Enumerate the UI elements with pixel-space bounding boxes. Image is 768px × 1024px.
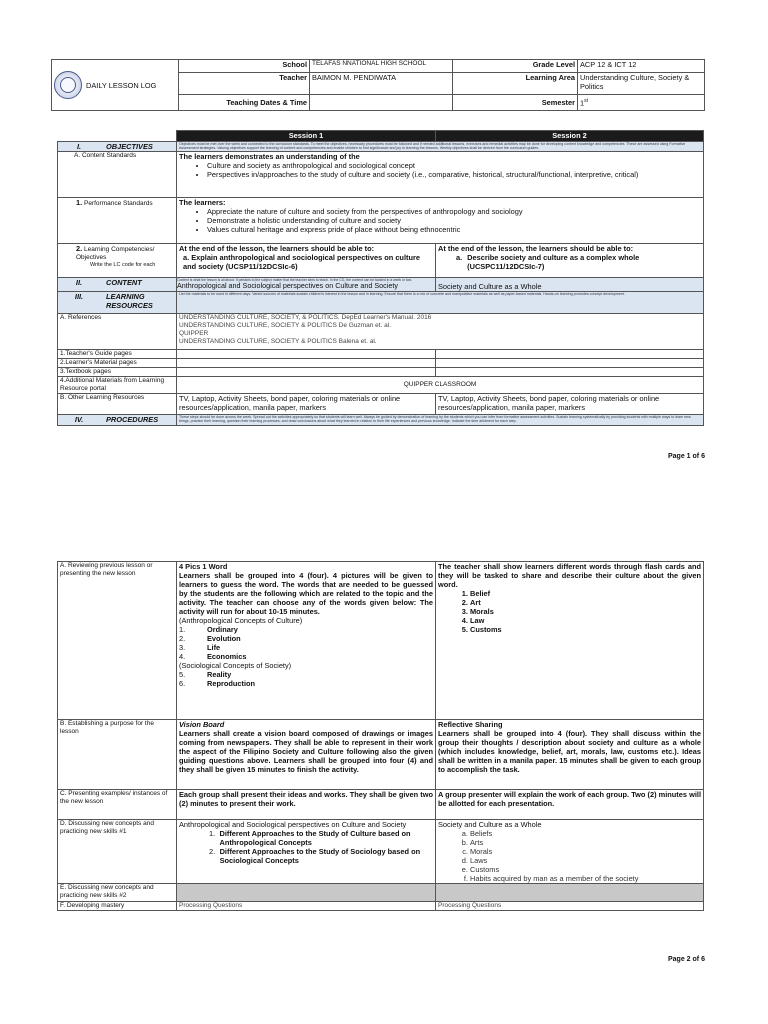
reviewing-s1	[177, 562, 436, 720]
discussing-2-s2	[436, 884, 704, 902]
content-s1	[177, 278, 436, 292]
purpose-label: B. Establishing a purpose for the lesson	[58, 720, 177, 790]
reviewing-s1-heading-2: (Sociological Concepts of Society)	[179, 661, 292, 670]
performance-item: • Demonstrate a holistic understanding of culture and society	[207, 216, 701, 225]
lesson-table	[57, 130, 704, 426]
discussing-1-s2	[436, 820, 704, 884]
competencies-label	[58, 244, 177, 278]
competencies-s1-item: a. Explain anthropological and sociological perspectives on culture and society (UCSP11/12DCSIc-6)	[183, 253, 420, 271]
competencies-s2-row	[438, 253, 701, 271]
mastery-s2: Processing Questions	[436, 902, 704, 911]
learners-material-label: 2.Learner's Material pages	[58, 359, 177, 368]
discussing-2-s1	[177, 884, 436, 902]
grade-level-value: ACP 12 & ICT 12	[578, 60, 705, 73]
additional-materials-value: QUIPPER CLASSROOM	[177, 377, 704, 394]
procedures-num: IV.	[74, 415, 84, 424]
discussing-1-s2-title: Society and Culture as a Whole	[438, 820, 542, 829]
objectives-title: OBJECTIVES	[106, 142, 153, 151]
session-1-header: Session 1	[177, 131, 436, 142]
reviewing-s1-title: 4 Pics 1 Word	[179, 562, 228, 571]
learning-area-value: Understanding Culture, Society & Politics	[578, 73, 705, 95]
mastery-label: F. Developing mastery	[58, 902, 177, 911]
content-label	[58, 278, 177, 292]
objectives-note: Objectives must be met over the week and connected to the curriculum standards. To meet the objectives, necessary procedures must be followed and if needed additional lessons, exercises and remedial activities may be done for developing content knowledge and competencies. These are assessed using Formative Assessment strategies. Valuing objectives support the learning of content and competencies and enable children to find significance and joy in learning the lessons. Weekly objectives shall be derived from the curriculum guides.	[177, 142, 704, 152]
teachers-guide-s1	[177, 350, 436, 359]
list-item: 5. Customs	[470, 625, 701, 634]
competencies-s1-intro: At the end of the lesson, the learners should be able to:	[179, 244, 375, 253]
procedures-table	[57, 561, 704, 911]
list-item: 3. Life	[179, 643, 221, 652]
list-item: 1. Belief	[470, 589, 701, 598]
purpose-s2	[436, 720, 704, 790]
list-item: d. Laws	[470, 856, 701, 865]
semester-cell	[578, 95, 705, 111]
list-item: 4. Law	[470, 616, 701, 625]
resources-num: III.	[74, 292, 84, 301]
content-num: II.	[75, 278, 83, 287]
other-resources-s1: TV, Laptop, Activity Sheets, bond paper, coloring materials or online resources/application, manila paper, markers	[177, 394, 436, 415]
procedures-title: PROCEDURES	[106, 415, 159, 424]
mastery-s1: Processing Questions	[177, 902, 436, 911]
reviewing-s2-body: The teacher shall show learners different words through flash cards and they will be tasked to share and describe their culture about the given word.	[438, 562, 701, 589]
content-s1-text: Anthropological and Sociological perspectives on Culture and Society	[177, 281, 398, 290]
competencies-title: Learning Competencies/ Objectives	[76, 246, 155, 261]
list-item: 5. Reality	[179, 670, 232, 679]
list-item: e. Customs	[470, 865, 701, 874]
purpose-s1-title: Vision Board	[179, 720, 225, 729]
reviewing-label: A. Reviewing previous lesson or presenting the new lesson	[58, 562, 177, 720]
competencies-s2-intro: At the end of the lesson, the learners should be able to:	[438, 244, 634, 253]
purpose-s2-body: Learners shall be grouped into 4 (four). They shall discuss within the group their thoughts / description about society and culture as a whole (which includes knowledge, belief, art, morals, law, customs etc.). Ideas shall be written in a manila paper. 15 minutes shall be given to each group to accomplish the task.	[438, 729, 701, 774]
resources-note: List the materials to be used in different days. Varied sources of materials sustain children's interest in the lesson and in learning. Ensure that there is a mix of concrete and manipulative materials as well as paper-based materials. Hands-on learning promotes concept development.	[177, 292, 704, 314]
list-item-text: Life	[207, 643, 221, 652]
teachers-guide-s2	[436, 350, 704, 359]
resources-title: LEARNING RESOURCES	[106, 292, 153, 310]
competencies-num: 2.	[76, 244, 83, 253]
other-resources-s2: TV, Laptop, Activity Sheets, bond paper, coloring materials or online resources/application, manila paper, markers	[436, 394, 704, 415]
list-item: b. Arts	[470, 838, 701, 847]
objectives-num: I.	[76, 142, 82, 151]
content-standards-item: • Perspectives in/approaches to the study of culture and society (i.e., comparative, historical, structural/functional, interpretive, critical)	[207, 170, 701, 179]
competencies-s2-letter: a.	[456, 253, 463, 262]
logo-text: DAILY LESSON LOG	[86, 80, 157, 90]
content-standards-intro: The learners demonstrates an understanding of the	[179, 152, 360, 161]
semester-sup: st	[584, 98, 589, 105]
list-item-text: Reproduction	[207, 679, 256, 688]
examples-s2: A group presenter will explain the work of each group. Two (2) minutes will be allotted for each presentation.	[436, 790, 704, 820]
discussing-1-label: D. Discussing new concepts and practicing new skills #1	[58, 820, 177, 884]
reference-item: QUIPPER	[179, 330, 209, 337]
performance-standards-cell	[177, 198, 704, 244]
purpose-s2-title: Reflective Sharing	[438, 720, 503, 729]
session-2-header: Session 2	[436, 131, 704, 142]
school-label: School	[179, 60, 310, 73]
list-item: 2. Evolution	[179, 634, 241, 643]
reference-item: UNDERSTANDING CULTURE, SOCIETY & POLITICS De Guzman et. al.	[179, 322, 392, 329]
page-1-number: Page 1 of 6	[668, 453, 705, 460]
semester-value: 1	[580, 98, 585, 108]
content-standards-cell	[177, 152, 704, 198]
examples-label: C. Presenting examples/ instances of the new lesson	[58, 790, 177, 820]
learning-area-label: Learning Area	[453, 73, 578, 95]
discussing-2-label: E. Discussing new concepts and practicing new skills #2	[58, 884, 177, 902]
list-item: 6. Reproduction	[179, 679, 256, 688]
examples-s1: Each group shall present their ideas and works. They shall be given two (2) minutes to present their work.	[177, 790, 436, 820]
header-table	[51, 59, 705, 111]
school-value: TELAFAS NNATIONAL HIGH SCHOOL	[310, 60, 453, 73]
list-item: 1. Ordinary	[179, 625, 238, 634]
other-resources-label: B. Other Learning Resources	[58, 394, 177, 415]
teachers-guide-label: 1.Teacher's Guide pages	[58, 350, 177, 359]
purpose-s1-body: Learners shall create a vision board composed of drawings or images coming from newspapers. They shall be able to represent in their work the aspect of the Filipino Society and Culture following also the given guiding questions above. Learners shall be grouped into four (4) and they shall be given 15 minutes to finish the activity.	[179, 729, 433, 774]
reviewing-s1-heading: (Anthropological Concepts of Culture)	[179, 616, 303, 625]
competencies-sub: Write the LC code for each	[90, 262, 156, 268]
procedures-note: These steps should be done across the week. Spread out the activities appropriately so that students will learn well. Always be guided by demonstration of learning by the students which you can infer from formative assessment activities. Sustain learning systematically by providing students with multiple ways to learn new things, practice their learning, question their learning processes, and draw conclusions about what they learned in relation to their life experiences and previous knowledge. Indicate the time allotment for each step.	[177, 415, 704, 426]
semester-label: Semester	[453, 95, 578, 111]
list-item-text: Reality	[207, 670, 232, 679]
list-item: 4. Economics	[179, 652, 247, 661]
teacher-value: BAIMON M. PENDIWATA	[310, 73, 453, 95]
reviewing-s1-body: Learners shall be grouped into 4 (four). 4 pictures will be given to learners to guess the word. The words that are needed to be guessed by the students are the following which are related to the topic and the activity. The teacher can choose any of the words given below: The activity will run for about 10-15 minutes.	[179, 571, 433, 616]
content-note: Content is what the lesson is all about. It pertains to the subject matter that the teacher aims to teach. In the CG, the content can be tackled in a week or two.	[177, 278, 413, 282]
performance-intro: The learners:	[179, 198, 226, 207]
reviewing-s2	[436, 562, 704, 720]
content-standards-label: A. Content Standards	[58, 152, 177, 198]
purpose-s1	[177, 720, 436, 790]
list-item: 2. Different Approaches to the Study of Sociology based on Sociological Concepts	[179, 847, 433, 865]
textbook-s1	[177, 368, 436, 377]
list-item-text: Different Approaches to the Study of Sociology based on Sociological Concepts	[219, 847, 421, 865]
list-item: 1. Different Approaches to the Study of Culture based on Anthropological Concepts	[179, 829, 433, 847]
reference-item: UNDERSTANDING CULTURE, SOCIETY, & POLITICS. DepEd Learner's Manual. 2016	[179, 314, 432, 321]
performance-title: Performance Standards	[83, 200, 153, 207]
performance-num: 1.	[76, 198, 83, 207]
discussing-1-s1-title: Anthropological and Sociological perspectives on Culture and Society	[179, 820, 407, 829]
performance-standards-label	[58, 198, 177, 244]
reference-item: UNDERSTANDING CULTURE, SOCIETY & POLITICS Balena et. al.	[179, 338, 377, 345]
page-2-number: Page 2 of 6	[668, 956, 705, 963]
resources-label	[58, 292, 177, 314]
objectives-label	[58, 142, 177, 152]
content-title: CONTENT	[106, 278, 142, 287]
content-standards-item: • Culture and society as anthropological and sociological concept	[207, 161, 701, 170]
dates-value	[310, 95, 453, 111]
learners-material-s2	[436, 359, 704, 368]
logo-cell	[52, 60, 179, 111]
additional-materials-label: 4.Additional Materials from Learning Resource portal	[58, 377, 177, 394]
textbook-label: 3.Textbook pages	[58, 368, 177, 377]
content-s2: Society and Culture as a Whole	[436, 278, 704, 292]
list-item-text: Economics	[207, 652, 247, 661]
competencies-s2	[436, 244, 704, 278]
list-item: 2. Art	[470, 598, 701, 607]
deped-seal-icon	[54, 71, 82, 99]
procedures-label	[58, 415, 177, 426]
list-item: a. Beliefs	[470, 829, 701, 838]
grade-level-label: Grade Level	[453, 60, 578, 73]
references-label: A. References	[58, 314, 177, 350]
competencies-s2-item: Describe society and culture as a complex whole (UCSPC11/12DCSIc-7)	[467, 253, 640, 271]
list-item: c. Morals	[470, 847, 701, 856]
list-item-text: Different Approaches to the Study of Culture based on Anthropological Concepts	[219, 829, 411, 847]
textbook-s2	[436, 368, 704, 377]
performance-item: • Values cultural heritage and express pride of place without being ethnocentric	[207, 225, 701, 234]
performance-item: • Appreciate the nature of culture and society from the perspectives of anthropology and sociology	[207, 207, 701, 216]
dates-label: Teaching Dates & Time	[179, 95, 310, 111]
teacher-label: Teacher	[179, 73, 310, 95]
discussing-1-s1	[177, 820, 436, 884]
list-item: 3. Morals	[470, 607, 701, 616]
list-item-text: Evolution	[207, 634, 241, 643]
list-item: f. Habits acquired by man as a member of the society	[470, 874, 701, 883]
competencies-s1	[177, 244, 436, 278]
list-item-text: Ordinary	[207, 625, 238, 634]
learners-material-s1	[177, 359, 436, 368]
references-cell	[177, 314, 704, 350]
